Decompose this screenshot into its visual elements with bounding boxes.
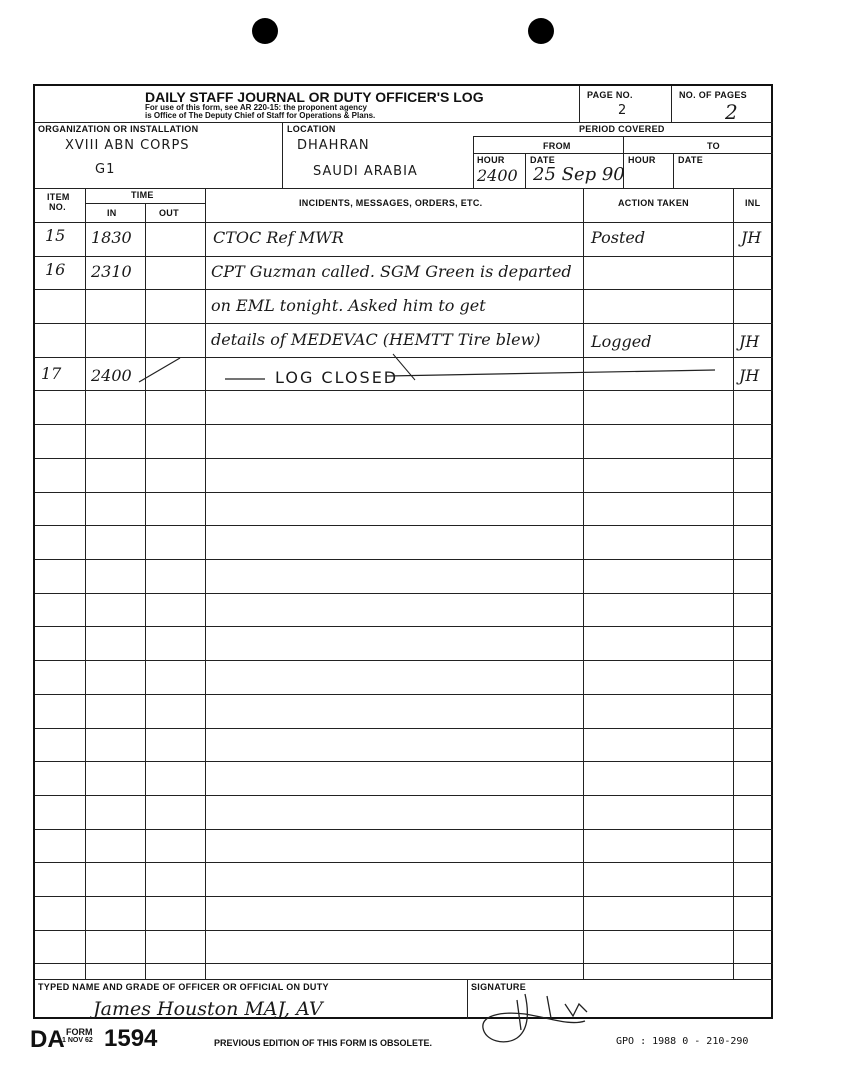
time-label: TIME bbox=[131, 190, 154, 200]
officer-name: James Houston MAJ, AV bbox=[93, 998, 323, 1020]
no-of-pages-value: 2 bbox=[725, 100, 738, 124]
form-title: DAILY STAFF JOURNAL OR DUTY OFFICER'S LOG bbox=[145, 89, 484, 105]
entry-15-initials: JH bbox=[741, 228, 762, 247]
from-hour-value: 2400 bbox=[477, 166, 518, 185]
page-no-value: 2 bbox=[618, 103, 628, 118]
signature-label: SIGNATURE bbox=[471, 982, 527, 992]
entry-16-action: Logged bbox=[591, 332, 652, 351]
entry-17-time-in: 2400 bbox=[91, 366, 132, 385]
incidents-label: INCIDENTS, MESSAGES, ORDERS, ETC. bbox=[299, 198, 483, 208]
entry-16-text-line2: on EML tonight. Asked him to get bbox=[211, 296, 486, 315]
organization-label: ORGANIZATION OR INSTALLATION bbox=[38, 124, 199, 134]
to-date-label: DATE bbox=[678, 155, 704, 165]
entry-15-item: 15 bbox=[45, 226, 66, 245]
from-hour-label: HOUR bbox=[477, 155, 505, 165]
staff-journal-form bbox=[33, 84, 773, 1019]
entry-16-time-in: 2310 bbox=[91, 262, 132, 281]
signature-mark bbox=[455, 986, 625, 1056]
footer-form-date: 1 NOV 62 bbox=[62, 1037, 93, 1044]
log-closed-strike-lines bbox=[35, 86, 773, 1021]
organization-line1: XVIII ABN CORPS bbox=[65, 138, 190, 153]
entry-16-text: CPT Guzman called. SGM Green is departed bbox=[211, 262, 572, 281]
form-subtitle-1: For use of this form, see AR 220-15: the proponent agency bbox=[145, 103, 367, 112]
action-taken-label: ACTION TAKEN bbox=[618, 198, 689, 208]
out-label: OUT bbox=[159, 208, 179, 218]
to-hour-label: HOUR bbox=[628, 155, 656, 165]
footer-form-label: FORM bbox=[66, 1027, 93, 1037]
to-label: TO bbox=[707, 141, 720, 151]
entry-17-text: LOG CLOSED bbox=[275, 368, 399, 387]
entry-15-action: Posted bbox=[591, 228, 646, 247]
organization-line2: G1 bbox=[95, 162, 116, 177]
punch-hole-left bbox=[252, 18, 278, 44]
entry-15-time-in: 1830 bbox=[91, 228, 132, 247]
period-covered-label: PERIOD COVERED bbox=[579, 124, 665, 134]
item-label: ITEM bbox=[47, 192, 70, 202]
entry-15-text: CTOC Ref MWR bbox=[213, 228, 344, 247]
footer-gpo: GPO : 1988 0 - 210-290 bbox=[616, 1036, 749, 1047]
entry-16-initials: JH bbox=[739, 332, 760, 351]
entry-16-item: 16 bbox=[45, 260, 66, 279]
punch-hole-right bbox=[528, 18, 554, 44]
in-label: IN bbox=[107, 208, 117, 218]
footer-previous-edition: PREVIOUS EDITION OF THIS FORM IS OBSOLETE. bbox=[214, 1038, 433, 1048]
location-line2: SAUDI ARABIA bbox=[313, 164, 418, 179]
from-date-value: 25 Sep 90 bbox=[533, 164, 625, 185]
from-date-label: DATE bbox=[530, 155, 556, 165]
from-label: FROM bbox=[543, 141, 571, 151]
entry-17-item: 17 bbox=[41, 364, 62, 383]
footer-da: DA bbox=[30, 1026, 65, 1053]
no-of-pages-label: NO. OF PAGES bbox=[679, 90, 747, 100]
entry-16-text-line3: details of MEDEVAC (HEMTT Tire blew) bbox=[211, 330, 541, 349]
location-label: LOCATION bbox=[287, 124, 336, 134]
inl-label: INL bbox=[745, 198, 761, 208]
location-line1: DHAHRAN bbox=[297, 138, 370, 153]
footer-form-number: 1594 bbox=[104, 1025, 158, 1052]
page-no-label: PAGE NO. bbox=[587, 90, 633, 100]
entry-17-initials: JH bbox=[739, 366, 760, 385]
typed-name-label: TYPED NAME AND GRADE OF OFFICER OR OFFICIAL ON DUTY bbox=[38, 982, 329, 992]
no-label: NO. bbox=[49, 202, 66, 212]
form-subtitle-2: is Office of The Deputy Chief of Staff for Operations & Plans. bbox=[145, 111, 376, 120]
